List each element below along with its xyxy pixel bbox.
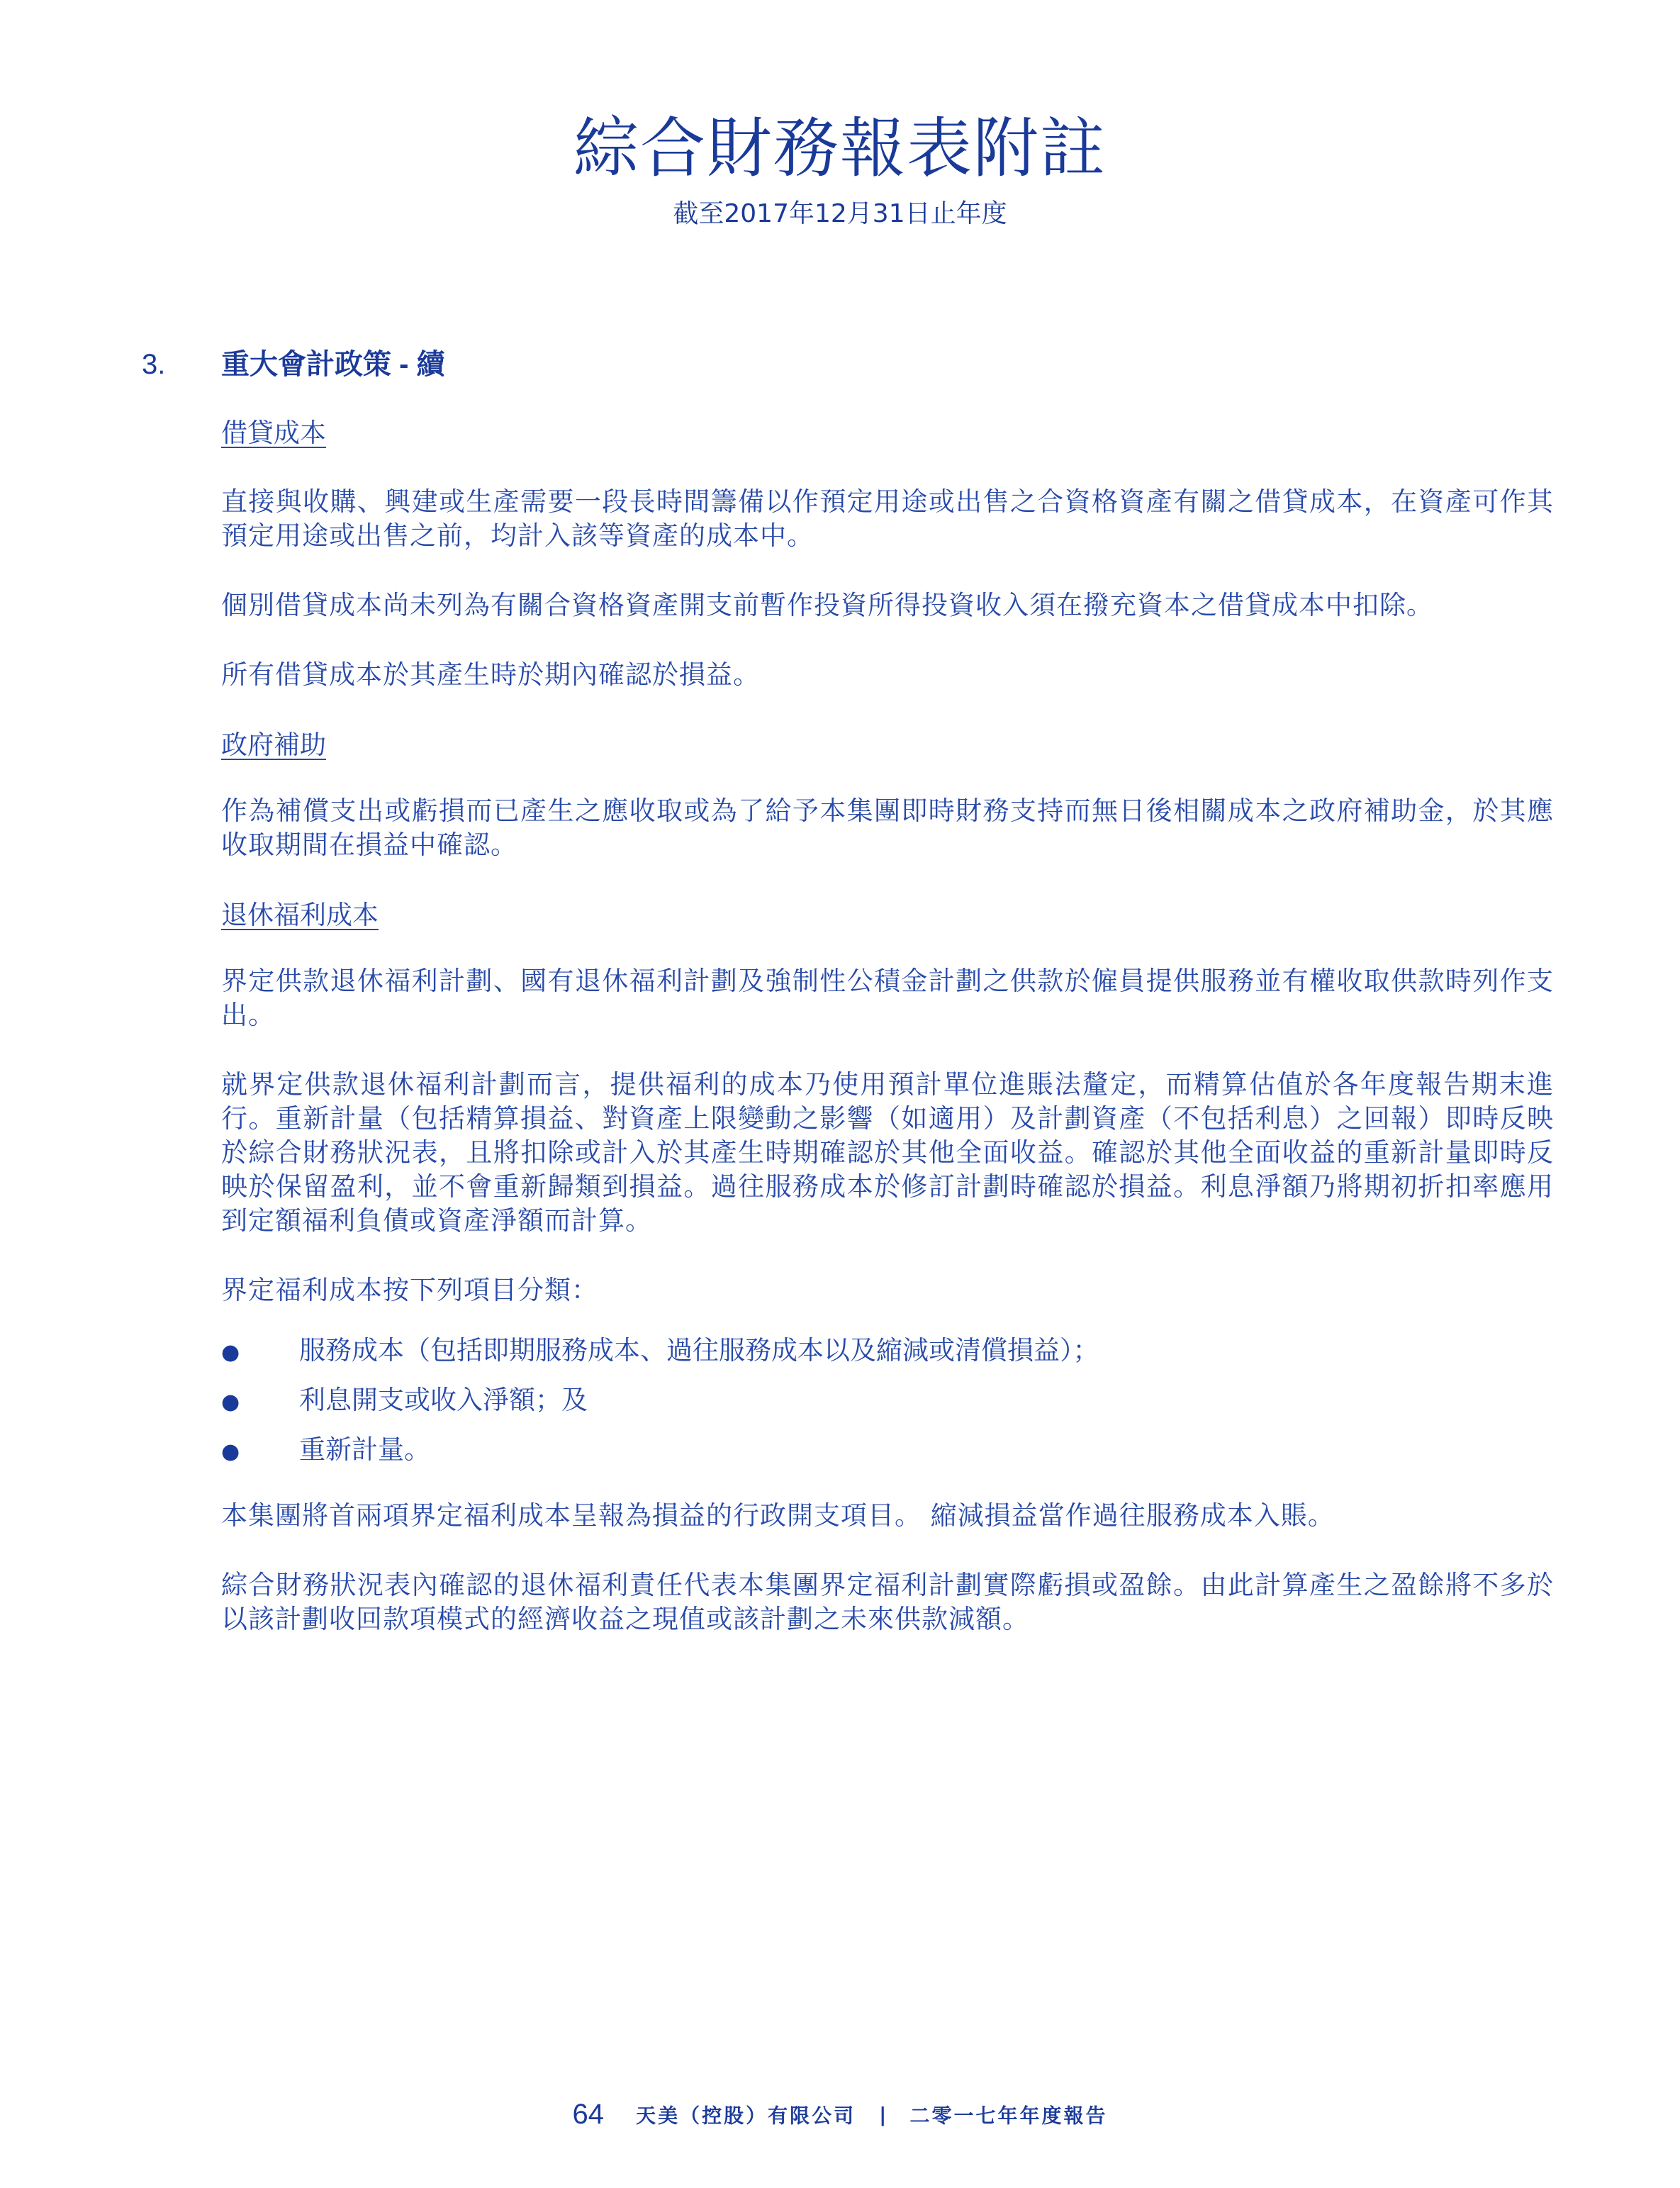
defined-benefit-cost-list xyxy=(221,1333,1554,1482)
list-item xyxy=(221,1432,1554,1482)
list-item-text: 利息開支或收入淨額；及 xyxy=(299,1385,588,1415)
list-item-text: 重新計量。 xyxy=(299,1434,430,1465)
section-title: 重大會計政策 - 續 xyxy=(221,349,445,380)
retirement-paragraph-4: 本集團將首兩項界定福利成本呈報為損益的行政開支項目。 縮減損益當作過往服務成本入賬。 xyxy=(221,1500,1335,1531)
retirement-paragraph-3: 界定福利成本按下列項目分類： xyxy=(221,1275,598,1305)
page-number: 64 xyxy=(572,2099,604,2130)
bullet-icon: ● xyxy=(221,1340,240,1365)
retirement-paragraph-1: 界定供款退休福利計劃、國有退休福利計劃及強制性公積金計劃之供款於僱員提供服務並有權收取供款時列作支出。 xyxy=(221,966,1554,1030)
bullet-icon: ● xyxy=(221,1439,240,1464)
section-number: 3. xyxy=(142,349,166,380)
section-body xyxy=(221,415,1554,1636)
borrowing-costs-heading: 借貸成本 xyxy=(221,418,326,448)
list-item xyxy=(221,1383,1554,1432)
government-grants-heading: 政府補助 xyxy=(221,730,326,760)
retirement-paragraph-2: 就界定供款退休福利計劃而言，提供福利的成本乃使用預計單位進賬法釐定，而精算估值於各年度報告期末進行。重新計量（包括精算損益、對資產上限變動之影響（如適用）及計劃資產（不包括利息）之回報）即時反映於綜合財務狀況表，且將扣除或計入於其產生時期確認於其他全面收益。確認於其他全面收益的重新計量即時反映於保留盈利，並不會重新歸類到損益。過往服務成本於修訂計劃時確認於損益。利息淨額乃將期初折扣率應用到定額福利負債或資產淨額而計算。 xyxy=(221,1069,1554,1236)
company-name: 天美（控股）有限公司 xyxy=(636,2104,856,2128)
retirement-paragraph-5: 綜合財務狀況表內確認的退休福利責任代表本集團界定福利計劃實際虧損或盈餘。由此計算產生之盈餘將不多於以該計劃收回款項模式的經濟收益之現值或該計劃之未來供款減額。 xyxy=(221,1570,1554,1634)
footer-separator: | xyxy=(879,2103,887,2126)
page-subtitle: 截至2017年12月31日止年度 xyxy=(673,199,1007,228)
borrowing-costs-paragraph-1: 直接與收購、興建或生產需要一段長時間籌備以作預定用途或出售之合資格資產有關之借貸成本，在資產可作其預定用途或出售之前，均計入該等資產的成本中。 xyxy=(221,486,1554,551)
government-grants-paragraph-1: 作為補償支出或虧損而已產生之應收取或為了給予本集團即時財務支持而無日後相關成本之政府補助金，於其應收取期間在損益中確認。 xyxy=(221,796,1554,860)
retirement-benefit-heading: 退休福利成本 xyxy=(221,900,379,930)
report-name: 二零一七年年度報告 xyxy=(909,2104,1108,2128)
page-footer xyxy=(0,2099,1680,2131)
borrowing-costs-paragraph-2: 個別借貸成本尚未列為有關合資格資產開支前暫作投資所得投資收入須在撥充資本之借貸成本中扣除。 xyxy=(221,590,1433,620)
page-header xyxy=(0,106,1680,230)
bullet-icon: ● xyxy=(221,1390,240,1414)
list-item-text: 服務成本（包括即期服務成本、過往服務成本以及縮減或清償損益）； xyxy=(299,1335,1099,1366)
list-item xyxy=(221,1333,1554,1383)
section-heading xyxy=(142,346,1559,383)
borrowing-costs-paragraph-3: 所有借貸成本於其產生時於期內確認於損益。 xyxy=(221,659,760,690)
page-title: 綜合財務報表附註 xyxy=(573,111,1107,186)
section-3 xyxy=(142,346,1559,1634)
